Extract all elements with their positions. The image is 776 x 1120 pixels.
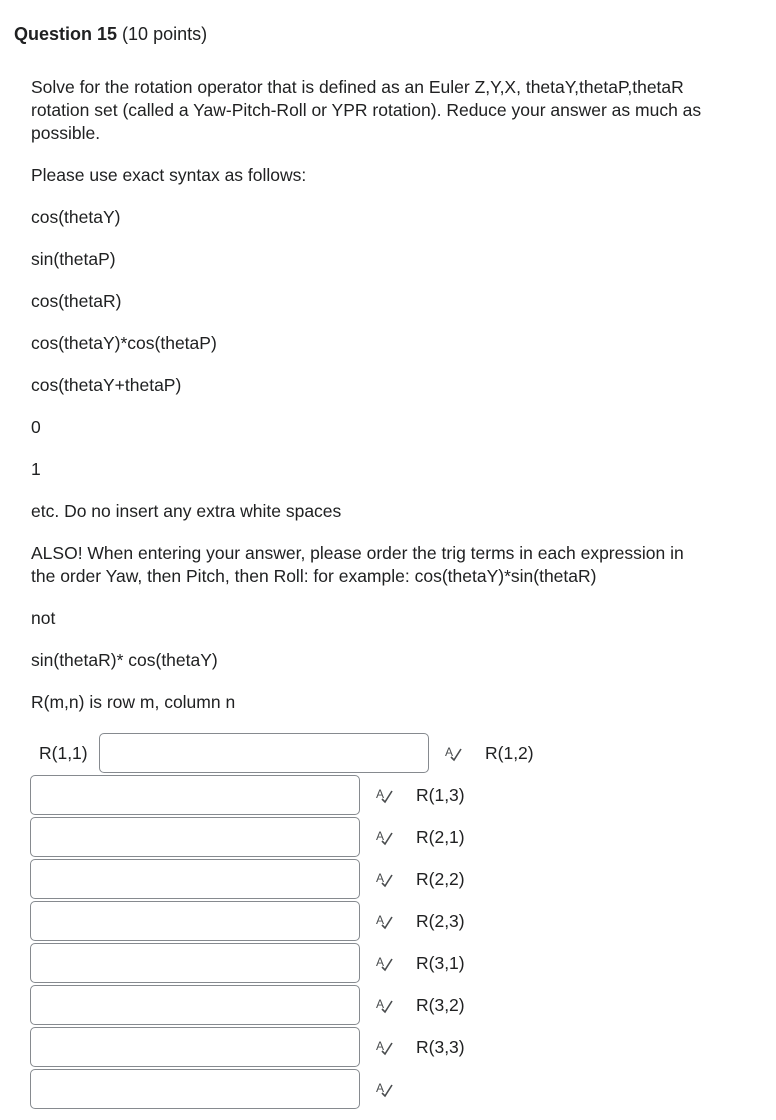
bad-example: sin(thetaR)* cos(thetaY) — [31, 650, 218, 670]
svg-text:A: A — [376, 871, 385, 885]
prompt-line-1: Solve for the rotation operator that is defined as an Euler Z,Y,X, thetaY,thetaP,thetaR — [31, 77, 684, 97]
spell-check-icon[interactable] — [375, 786, 393, 804]
svg-text:A: A — [445, 745, 454, 759]
spell-check-icon[interactable] — [375, 1038, 393, 1056]
label-r13: R(1,3) — [416, 785, 465, 805]
syntax-example: sin(thetaP) — [31, 249, 116, 269]
svg-text:A: A — [376, 1039, 385, 1053]
label-r12: R(1,2) — [485, 743, 534, 763]
spell-check-icon[interactable] — [444, 744, 462, 762]
spell-check-icon[interactable] — [375, 912, 393, 930]
syntax-example: cos(thetaR) — [31, 291, 122, 311]
svg-text:A: A — [376, 829, 385, 843]
not-label: not — [31, 608, 56, 628]
spell-check-icon[interactable] — [375, 870, 393, 888]
answer-input-r23[interactable] — [30, 943, 360, 983]
label-r31: R(3,1) — [416, 953, 465, 973]
label-r32: R(3,2) — [416, 995, 465, 1015]
question-header — [14, 22, 207, 46]
label-r11: R(1,1) — [39, 743, 88, 763]
label-r33: R(3,3) — [416, 1037, 465, 1057]
syntax-example: cos(thetaY+thetaP) — [31, 375, 182, 395]
prompt-line-2: rotation set (called a Yaw-Pitch-Roll or YPR rotation). Reduce your answer as much as — [31, 100, 702, 120]
prompt-line-3: possible. — [31, 123, 101, 143]
answer-input-r11[interactable] — [99, 733, 429, 773]
svg-text:A: A — [376, 997, 385, 1011]
syntax-example: 1 — [31, 459, 41, 479]
syntax-intro: Please use exact syntax as follows: — [31, 165, 307, 185]
also-line-2: the order Yaw, then Pitch, then Roll: for example: cos(thetaY)*sin(thetaR) — [31, 566, 597, 586]
rmn-note: R(m,n) is row m, column n — [31, 692, 236, 712]
answer-input-r13[interactable] — [30, 817, 360, 857]
syntax-example: 0 — [31, 417, 41, 437]
label-r22: R(2,2) — [416, 869, 465, 889]
answer-input-r22[interactable] — [30, 901, 360, 941]
label-r21: R(2,1) — [416, 827, 465, 847]
answer-input-r32[interactable] — [30, 1027, 360, 1067]
syntax-example: cos(thetaY) — [31, 207, 121, 227]
also-line-1: ALSO! When entering your answer, please order the trig terms in each expression in — [31, 543, 684, 563]
svg-text:A: A — [376, 913, 385, 927]
spell-check-icon[interactable] — [375, 828, 393, 846]
answer-input-r12[interactable] — [30, 775, 360, 815]
syntax-example: cos(thetaY)*cos(thetaP) — [31, 333, 217, 353]
question-points: (10 points) — [122, 24, 208, 44]
answer-input-r33[interactable] — [30, 1069, 360, 1109]
answer-input-r31[interactable] — [30, 985, 360, 1025]
svg-text:A: A — [376, 955, 385, 969]
spell-check-icon[interactable] — [375, 1080, 393, 1098]
svg-text:A: A — [376, 1081, 385, 1095]
svg-text:A: A — [376, 787, 385, 801]
question-number: Question 15 — [14, 24, 118, 44]
answer-input-r21[interactable] — [30, 859, 360, 899]
etc-note: etc. Do no insert any extra white spaces — [31, 501, 342, 521]
spell-check-icon[interactable] — [375, 954, 393, 972]
label-r23: R(2,3) — [416, 911, 465, 931]
spell-check-icon[interactable] — [375, 996, 393, 1014]
